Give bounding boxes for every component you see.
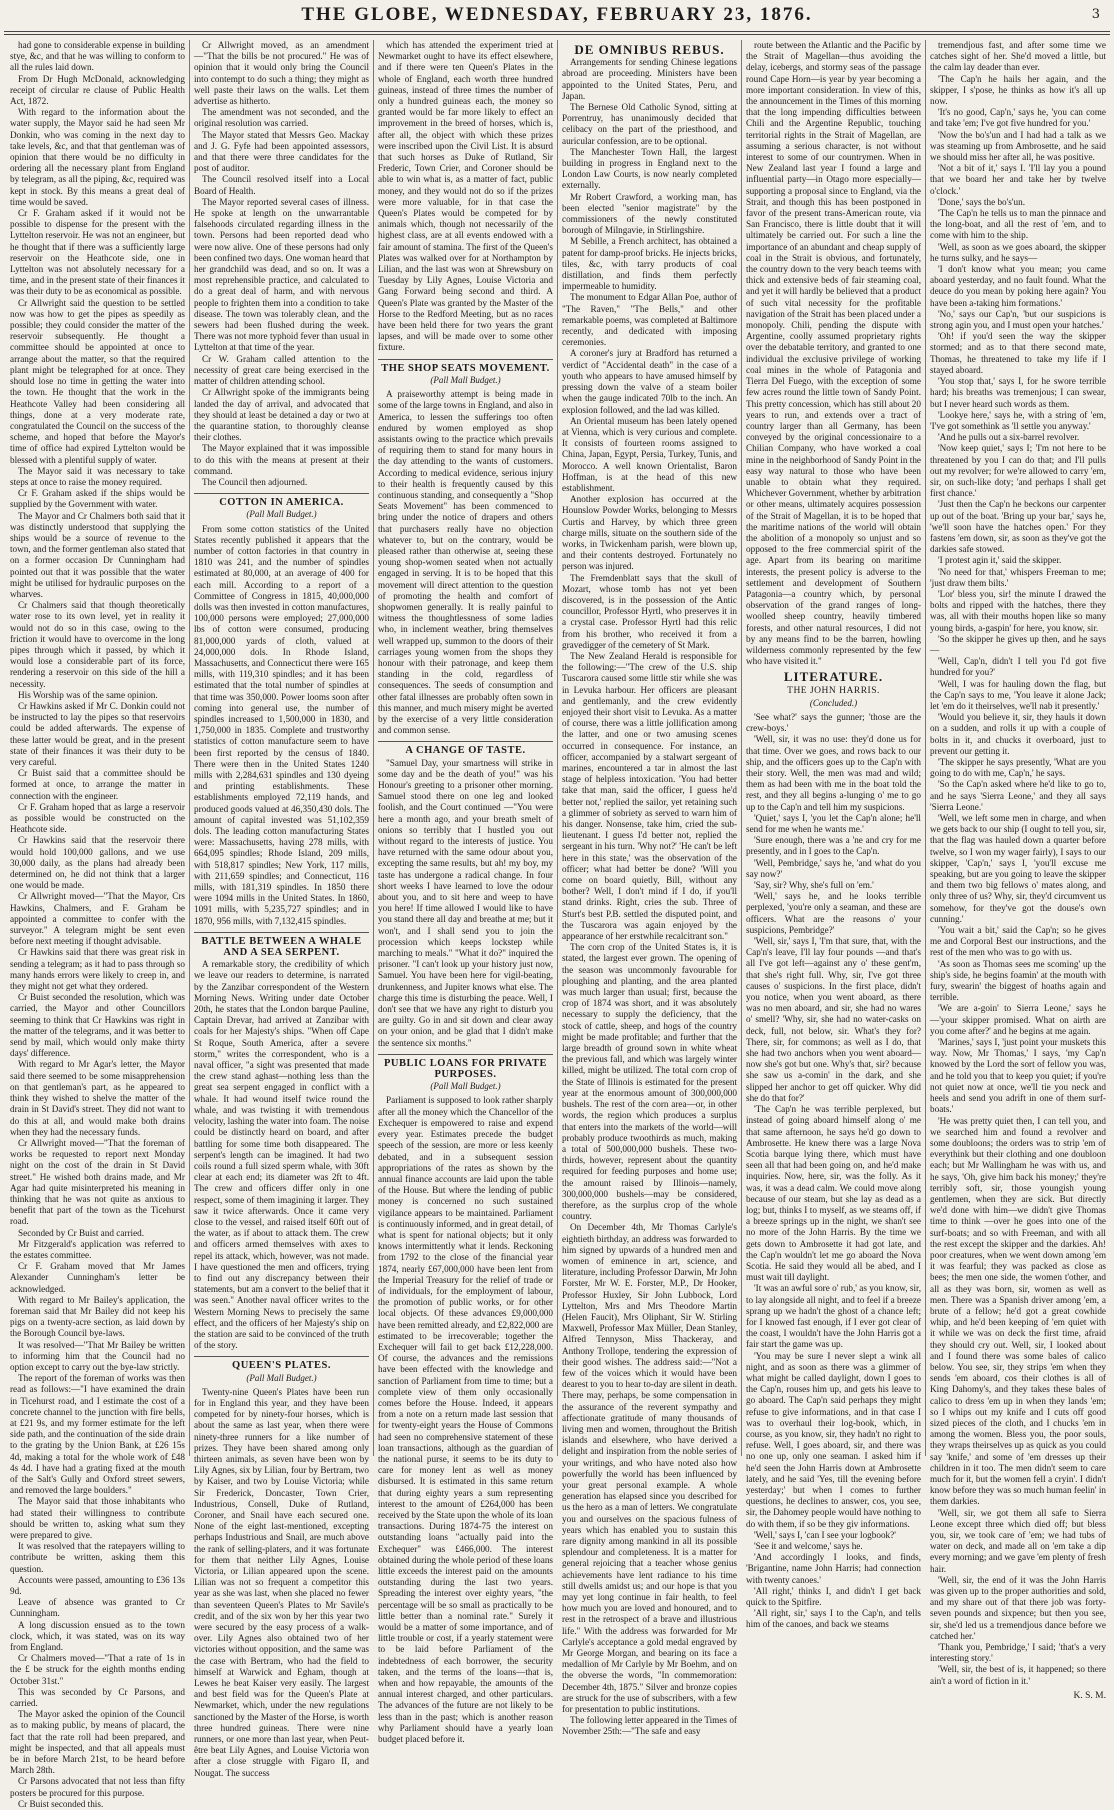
paragraph: The corn crop of the United States is, it is stated, the largest ever grown. The opening of the season was uncommonly favourable for ploughing and planting, and the area planted was much larger than usual; first, because the crop of 1874 was short, and it was absolutely necessary to supply the deficiency, that the stock of cattle, sheep, and hogs of the country might be made profitable; and further that the large breadth of ground sown in white wheat the previous fall, and which was largely winter killed, might be utilized. The total corn crop of the State of Illinois is estimated for the present year at the enormous amount of 300,000,000 bushels. The rest of the corn area—or, in other words, the region which produces a surplus that enters into the markets of the world—will probably produce twoothirds as much, making a total of 500,000,000 bushels. These two-thirds, however, represent about the quantity required for feeding purposes and home use; the amount raised by Illinois—namely, 300,000,000 bushels—may be considered, therefore, as the surplus crop of the whole country.	[562, 942, 737, 1222]
paragraph: Cr Allwright moved, as an amendment—"That the bills be not procured." He was of opinion that it would only bring the Council into contempt to do such a thing; they might as well paste their laws on the walls. Let them advertise as hitherto.	[194, 40, 369, 107]
paragraph: 'It's no good, Cap'n,' says he, 'you can come and take 'em; I've got five hundred for you.'	[930, 107, 1106, 129]
column-1	[6, 40, 190, 1809]
section-heading: LITERATURE.	[783, 669, 884, 685]
paragraph: 'I don't know what you mean; you came aboard yesterday, and no fault found. What the deuce do you mean by poking here again? You have been a-taking him formations.'	[930, 264, 1106, 308]
source-line: (Pall Mall Budget.)	[246, 509, 317, 520]
section-heading: PUBLIC LOANS FOR PRIVATE PURPOSES.	[378, 1054, 553, 1080]
paragraph: The Manchester Town Hall, the largest building in progress in England next to the London Law Courts, is now nearly completed externally.	[562, 146, 737, 191]
paragraph: With regard to the information about the water supply, the Mayor said he had seen Mr Donkin, who was coming in the next day to take levels, &c, and that that gentleman was of opinion that there would be no difficulty in ordering all the necessary plant from England by telegram, as all the piping, &c, required was kept in stock. By this means a great deal of time would be saved.	[10, 107, 185, 207]
column-3	[374, 40, 558, 1745]
paragraph: 'Well, sir, the end of it was the John Harris was given up to the proper authorities and sold, and my share out of that there job was forty-seven pounds and sixpence; but then you see, sir, she'd led us a tremendjous dance before we catched her.'	[930, 1574, 1106, 1641]
paragraph: 'You stop that,' says I, for he swore terrible hard; his breaths was tremenjous; I can swear, but I never heard such words as them.	[930, 376, 1106, 409]
paragraph: route between the Atlantic and the Pacific by the Strait of Magellan—thus avoiding the delay, icebergs, and stormy seas of the passage round Cape Horn—is year by year becoming a more important consideration. In view of this, the announcement in the Times of this morning that the long impending difficulties between Chili and the Argentine Republic, touching territorial rights in the Strait of Magellan, are assuming a serious character, is not without interest to some of our countrymen. When in New Zealand last year I found a large and influential party—in Otago more especially—supporting a proposal since to England, via the Strait, and though this has been postponed in favor of the present trans-American route, via San Francisco, there is little doubt that it will ultimately be carried out. For such a line the importance of an abundant and cheap supply of coal in the Strait is obvious, and fortunately, the country down to the very beach teems with thick and extensive beds of fair steaming coal, and yet it will hardly be believed that a product of such vital necessity for the profitable navigation of the Strait has been placed under a monopoly. Chili, pending the dispute with Argentine, coolly assumed proprietary rights over the debatable territory, and granted to one individual the exclusive privilege of working coal mines in the whole of Patagonia and Tierra Del Fuego, with the exception of some few acres round the little town of Sandy Point. This pretty concession, which has still about 20 years to run, and extends over a tract of country larger than all Germany, has been conveyed by the original concessionaire to a Chilian Company, who have worked a coal mine in the neighborhood of Sandy Point in the easy way natural to those who have been unable to obtain what they required. Whichever Government, whether by arbitration or other means, ultimately acquires possession of the Strait of Magellan, it is to be hoped that the maritime nations of the world will obtain the abolition of a monopoly so unjust and so opposed to the free commercial spirit of the age. Apart from its bearing on maritime interests, the present policy is adverse to the settlement and development of Southern Patagonia—a country which, by personal observation of the grand ranges of long-woolled sheep country, heavily timbered forests, and other natural resources, I did not by any means find to be the barren, howling wilderness commonly represented by the few who have visited it."	[746, 40, 921, 667]
paragraph: 'And accordingly I looks, and finds, 'Brigantine, name John Harris; had connection with twenty canoes.'	[746, 1552, 921, 1585]
paragraph: "Samuel Day, your smartness will strike in some day and be the death of you!" was his Honour's greeting to a prisoner other morning. Samuel stood there on one leg and looked foolish, and the Court continued —"You were here a month ago, and your breath smelt of onions so terribly that I hustled you out without regard to the interests of justice. You have returned with the same odour about you, excepting the same results, but ah! my boy, my taste has undergone a radical change. In four short weeks I have learned to love the odour about you, and to sit here and weep to have you here! If time allowed I would like to have you stand there all day and breathe at me; but it won't, and I shall send you to join the procession which keeps lockstep while marching to meals." "What it do?" inquired the prisoner. "I can't look up your history just now, Samuel. You have been here for vigil-beating, drunkenness, and Jupiter knows what else. The charge this time is disturbing the peace. Well, I don't see that we have any right to disturb you are guilty. Go in and sit down and clear away on your onion, and be glad that I didn't make the sentence six months."	[378, 757, 553, 1048]
paragraph: 'Well, sir, we got them all safe to Sierra Leone except three which died off; but bless you, sir, we took care of 'em; we had tubs of water on deck, and made all on 'em take a dip every morning; and we gave 'em plenty of fresh hair.	[930, 1507, 1106, 1574]
paragraph: 'Lookye here,' says he, with a string of 'em, 'I've got somethink as 'll settle you anyway.'	[930, 409, 1106, 431]
newspaper-columns	[6, 40, 1110, 1809]
section-heading: COTTON IN AMERICA.	[194, 493, 369, 508]
paragraph: The Bernese Old Catholic Synod, sitting at Porrentruy, has unanimously decided that celibacy on the part of the priesthood, and auricular confession, are to be optional.	[562, 102, 737, 146]
paragraph: Cr Allwright moved—"That the foreman of works be requested to report next Monday night on the cost of the drain in St David street." He wished both drains made, and Mr Agar had quite misinterpreted his meaning in thinking that he was not quite as anxious to benefit that part of the town as the Ticehurst road.	[10, 1137, 185, 1227]
paragraph: Cr Buist seconded the resolution, which was carried, the Mayor and other Councillors seeming to think that Cr Hawkins was right in the matter of the telegrams, and it was better to send by mail, which would only make thirty days' difference.	[10, 992, 185, 1059]
paragraph: Cr W. Graham called attention to the necessity of great care being exercised in the matter of children attending school.	[194, 353, 369, 387]
paragraph: The Mayor said it was necessary to take steps at once to raise the money required.	[10, 465, 185, 487]
paragraph: 'He was pretty quiet then, I can tell you, and we searched him and found a revolver and some doubloons; the orders was to strip 'em of everythink but their clothing and one doubloon each; but Mr Wallingham he was with us, and he says, 'Oh, give him back his money;' they're terribly soft, sir, those youngish young gentlemen, when they are sick. But directly we'd done with him—we didn't give Thomas time to think —over he goes into one of the surf-boats; and so with Freeman, and with all the rest except the skipper and the darkies. Ah! poor creatures, when we went down among 'em it was fearful; they was packed as close as bees; the men one side, the women t'other, and all as they was born, sir, women as well as men. There was a Spanish driver among 'em, a brute of a fellow; he'd got a great cowhide whip, and he'd been keeping of 'em quiet with it while we was on deck the first time, afraid they should cry out. Well, sir, I looked about and I found there was some bales of calico below. You see, sir, they strips 'em when they sends 'em aboard, cos their clothes is all of King Dahomy's, and they takes these bales of calico to dress 'em up in when they lands 'em; so I whips out my knife and I cuts off good sized pieces of the cloth, and I chucks 'em in among the women. Bless you, the poor souls, they wraps theirselves up as quick as you could say 'knife,' and some of 'em dresses up their children in it too. The men didn't seem to care much for it, but the women fell a cryin'. I didn't know before they was so much human feelin' in them darkies.	[930, 1115, 1106, 1507]
paragraph: 'The Cap'n he was terrible perplexed, but instead of going aboard himself along o' me that same afternoon, he says he'd go down to Ambrosette. He knew there was a large Nova Scotia barque lying there, which must have seen all that had been going on, and he'd make inquiries. Now, here, sir, was the folly. As it was, it was a dead calm. We could move along because of our steam, but she lay as dead as a log; but, thinks I to myself, as we steams off, if a breeze springs up in the night, we shan't see no more of the John Harris. By the time we gets down to Ambrosette it had got late, and the Cap'n wouldn't let me go aboard the Nova Scotia. He said they would all be abed, and I must wait till daylight.	[746, 1104, 921, 1283]
paragraph: The Mayor asked the opinion of the Council as to making public, by means of placard, the fact that the rate roll had been prepared, and might be inspected, and that all appeals must be in before March 21st, to be heard before March 28th.	[10, 1709, 185, 1776]
paragraph: Cr Parsons advocated that not less than fifty posters be procured for this purpose.	[10, 1776, 185, 1798]
paragraph: 'The skipper he says presently, 'What are you going to do with me, Cap'n,' he says.	[930, 757, 1106, 779]
source-line: (Pall Mall Budget.)	[246, 1372, 317, 1383]
author-signature: K. S. M.	[1073, 1690, 1106, 1701]
paragraph: Cr Buist seconded this.	[18, 1798, 104, 1809]
paragraph: It was resolved—"That Mr Bailey be written to informing him that the Council had no option except to carry out the bye-law strictly.	[10, 1339, 185, 1372]
paragraph: 'Well, I was for hauling down the flag, but the Cap'n says to me, 'You leave it alone Jack; let 'em do it theirselves, we'll nab it presently.'	[930, 678, 1106, 711]
paragraph: A long discussion ensued as to the town clock, which, it was stated, was on its way from England.	[10, 1619, 185, 1653]
source-line: (Pall Mall Budget.)	[430, 1081, 501, 1092]
section-heading: A CHANGE OF TASTE.	[378, 741, 553, 756]
paragraph: 'So the skipper he gives up then, and he says—	[930, 633, 1106, 655]
paragraph: Cr Hawkins asked if Mr C. Donkin could not be instructed to lay the pipes so that reservoirs could be added afterwards. The expense of these latter would be great, and in the present state of their finances it was their duty to be very careful.	[10, 700, 185, 767]
paragraph: A coroner's jury at Bradford has returned a verdict of "Accidental death" in the case of a youth who appears to have amused himself by pressing down the valve of a steam boiler when the gauge indicated 70lb to the inch. An explosion followed, and the lad was killed.	[562, 348, 737, 415]
paragraph: 'The Cap'n he tells us to man the pinnace and the long-boat, and all the rest of 'em, and to come with him to the ship.	[930, 208, 1106, 241]
paragraph: 'Would you believe it, sir, they hauls it down on a sudden, and rolls it up with a couple of bolts in it, and chucks it overboard, just to prevent our getting it.	[930, 712, 1106, 756]
paragraph: The Mayor said that those inhabitants who had stated their willingness to contribute should be written to, asking what sum they were prepared to give.	[10, 1496, 185, 1541]
paragraph: 'No,' says our Cap'n, 'but our suspicions is strong agin you, and I must open your hatches.'	[930, 308, 1106, 331]
paragraph: This was seconded by Cr Parsons, and carried.	[10, 1686, 185, 1709]
paragraph: The Council then adjourned.	[202, 476, 308, 487]
paragraph: From Dr Hugh McDonald, acknowledging receipt of circular re clause of Public Health Act, 1872.	[10, 73, 185, 107]
paragraph: 'You may be sure I never slept a wink all night, and as soon as there was a glimmer of what might be called daylight, down I goes to the Cap'n, rouses him up, and gets his leave to go aboard. The Cap'n said perhaps they might refuse to give informations, and in that case I was to overhaul their log-book, which, in course, as you know, sir, they hadn't no right to refuse. Well, I goes aboard, sir, and there was no one up, only one seaman. I asked him if he'd seen the John Harris down at Ambrosette lately, and he said 'Yes, till the evening before yesterday;' but when I comes to further questions, he declines to answer, cos, you see, sir, the Dahomey people would have nothing to do with them, if so be they giv informations.	[746, 1350, 921, 1529]
paragraph: Cr Allwright said the question to be settled now was how to get the pipes as speedily as possible; they could consider the matter of the reservoir subsequently. He thought a committee should be appointed at once to arrange about the matter, so that the required plant might be telegraphed for at once. They should lose no time in getting the water into the town. He thought that the work in the Heathcote Valley had been considering all things, done at a very moderate rate, congratulated the Council on the success of the scheme, and hoped that before the Mayor's time of office had expired Lyttelton would be blessed with a plentiful supply of water.	[10, 297, 185, 465]
paragraph: 'No need for that,' whispers Freeman to me; 'just draw them bilts.'	[930, 566, 1106, 588]
paragraph: 'Well, Cap'n, didn't I tell you I'd got five hundred for you?'	[930, 656, 1106, 678]
paragraph: Cr Allwright moved—"That the Mayor, Crs Hawkins, Chalmers, and F. Graham be appointed a committee to confer with the surveyor." A telegram might be sent even before next meeting if thought advisable.	[10, 891, 185, 947]
paragraph: The Council resolved itself into a Local Board of Health.	[194, 174, 369, 196]
paragraph: From some cotton statistics of the United States recently published it appears that the number of cotton factories in that country in 1810 was 241, and the number of spindles estimated at 80,000, at an average of 400 for each mill. According to a report of a Committee of Congress in 1815, 40,000,000 dolls was then invested in cotton manufactures, 100,000 persons were employed; 27,000,000 lbs of cotton were consumed, producing 81,000,000 yards of cloth, valued at 24,000,000 dols. In Rhode Island, Massachusetts, and Connecticut there were 165 mills, with 119,310 spindles; and it has been estimated that the total number of spindles at that time was 350,000. Power looms soon after coming into general use, the number of spindles increased to 1,500,000 in 1830, and 1,750,000 in 1835. Complete and trustworthy statistics of cotton manufacture seem to have been first reported by the census of 1840. There were then in the United States 1240 mills with 2,284,631 spindles and 130 dyeing and printing establishments. These establishments employed 72,119 hands, and produced goods valued at 46,350,430 dols. The amount of capital invested was 51,102,359 dols. The leading cotton manufacturing States were: Massachusetts, having 278 mills, with 664,095 spindles; Rhode Island, 209 mills, with 518,817 spindles; New York, 117 mills, with 211,659 spindles; and Connecticut, 116 mills, with 181,319 spindles. In 1850 there were 1094 mills in the United States. In 1860, 1091 mills, with 5,235,727 spindles; and in 1870, 956 mills, with 7,132,415 spindles.	[194, 523, 369, 926]
story-title: THE JOHN HARRIS.	[787, 685, 880, 696]
paragraph: Seconded by Cr Buist and carried.	[18, 1227, 145, 1238]
column-2	[190, 40, 374, 1778]
paragraph: A praiseworthy attempt is being made in some of the large towns in England, and also in America, to lessen the sufferings too often endured by women employed as shop assistants owing to the practice which prevails of requiring them to stand for many hours in the day attending to the wants of customers. According to medical evidence, serious injury to their health is frequently caused by this continuous standing, and consequently a "Shop Seats Movement" has been commenced to bring under the notice of drapers and others that purchasers really have no objection whatever to, but on the contrary, would be pleased rather than otherwise at, seeing these young shop-women seated when not actually engaged in serving. It is to be hoped that this movement will direct attention to the question of promoting the health and comfort of shopwomen generally. It is really painful to witness the thoughtlessness of some ladies who, in inclement weather, bring themselves well wrapped up, summon to the doors of their carriages young women from the shops they honour with their patronage, and keep them standing in the cold, regardless of consequences. The seeds of consumption and other fatal illnesses are probably often sown in this manner, and much misery might be averted by the exercise of a very little consideration and common sense.	[378, 389, 553, 736]
paragraph: The following letter appeared in the Times of November 25th:—"The safe and easy	[562, 1715, 737, 1737]
paragraph: 'Oh! if you'd seen the way the skipper stormed; and as to that there second mate, Thomas, he threatened to take my life if I stayed aboard.	[930, 331, 1106, 375]
paragraph: With regard to Mr Agar's letter, the Mayor said there seemed to be some misapprehension on that gentleman's part, as he appeared to think they wished to shelve the matter of the drain in St David's street. They did not want to do this at all, and would make both drains when they had the necessary funds.	[10, 1059, 185, 1137]
paragraph: 'Lor' bless you, sir! the minute I drawed the bolts and ripped with the hatches, there they was, all with their mouths hopen like so many young birds, a-gaspin' for here, you know, sir.	[930, 588, 1106, 633]
paragraph: 'And he pulls out a six-barrel revolver.	[938, 432, 1080, 443]
paragraph: Cr Buist said that a committee should be formed at once, to arrange the matter in connection with the engineer.	[10, 768, 185, 801]
paragraph: tremendjous fast, and after some time we catches sight of her. She'd moved a little, but the calm lay deader than ever.	[930, 40, 1106, 73]
section-heading: DE OMNIBUS REBUS.	[574, 42, 725, 57]
newspaper-title: THE GLOBE, WEDNESDAY, FEBRUARY 23, 1876.	[301, 4, 813, 25]
paragraph: 'See what?' says the gunner; 'those are the crew-boys.'	[746, 711, 921, 734]
paragraph: It was resolved that the ratepayers willing to contribute be written, asking them this question.	[10, 1541, 185, 1574]
paragraph: 'I protest agin it,' said the skipper.	[938, 555, 1062, 566]
paragraph: Cr F. Graham asked if it would not be possible to dispense for the present with the Lyttelton reservoir. He was not an engineer, but he thought that if there was a sufficiently large reservoir on the Heathcote side, one in Lyttelton was not absolutely necessary for a time, and in the present state of their finances it was their duty to be as economical as possible.	[10, 208, 185, 297]
paragraph: An Oriental museum has been lately opened at Vienna, which is very curious and complete. It consists of fourteen rooms assigned to China, Japan, Egypt, Persia, Turkey, Tunis, and Morocco. A well known Orientalist, Baron Hoffman, is at the head of this new establishment.	[562, 415, 737, 493]
paragraph: The Mayor and Cr Chalmers both said that it was distinctly understood that supplying the ships would be a source of revenue to the town, and the former gentleman also stated that on a former occasion Dr Cunningham had pointed out that it was possible that the water might be utilised for hydraulic purposes on the wharves.	[10, 510, 185, 599]
paragraph: Cr F. Graham hoped that as large a reservoir as possible would be constructed on the Heathcote side.	[10, 801, 185, 835]
paragraph: 'We are a-goin' to Sierra Leone,' says he—'your skipper promised. What on airth are you come after?' and he begins at me again.	[930, 1003, 1106, 1036]
paragraph: Arrangements for sending Chinese legations abroad are proceeding. Ministers have been appointed to the United States, Peru, and Japan.	[562, 57, 737, 101]
masthead-rule-2	[4, 34, 1110, 35]
source-line: (Pall Mall Budget.)	[430, 374, 501, 385]
paragraph: M Sebille, a French architect, has obtained a patent for damp-proof bricks. He injects bricks, tiles, &c, with tarry products of coal distillation, and finds them perfectly impermeable to humidity.	[562, 236, 737, 292]
paragraph: Cr F. Graham asked if the ships would be supplied by the Government with water.	[10, 488, 185, 510]
paragraph: 'Say, sir? Why, she's full on 'em.'	[754, 880, 874, 891]
paragraph: 'Well, sir,' says I, 'I'm that sure, that, with the Cap'n's leave, I'll lay four pounds —and that's all I've got left—against any o' these gent'm, that she's right full. Why, sir, I've got three causes o' suspicions. In the first place, didn't you notice, when you went aboard, as there was no men aboard, and sir, she had no wares o' smell? 'Why, sir, she had no water-casks on deck, full, not below, sir. What's they for? There, sir, for commons; as well as I do, that she had two anchors when you went aboard—now she's got but one. Why's that, sir? because she saw us a-comin' in the dark, and she slipped her anchor to get off quicker. Why did she do that for?'	[746, 936, 921, 1103]
paragraph: The Mayor stated that Messrs Geo. Mackay and J. G. Fyfe had been appointed assessors, and that there were three candidates for the post of auditor.	[194, 129, 369, 174]
paragraph: 'Well,' says I, 'can I see your logbook?'	[754, 1529, 896, 1540]
paragraph: 'You wait a bit,' said the Cap'n; so he gives me and Corporal Best our instructions, and the rest of the men who was to go with us.	[930, 925, 1106, 958]
paragraph: 'Well, we left some men in charge, and when we gets back to our ship (I ought to tell you, sir, that the flag was hauled down a quarter before twelve, so I won my wager fairly), I says to our skipper, 'Cap'n,' says I, 'you'll excuse me speaking, but are you going to leave the skipper and them two big fellows o' mates along, and only three of us? Why, sir, they'd circumvent us somehow, for they've got the douse's own cunning.'	[930, 813, 1106, 924]
section-heading: THE SHOP SEATS MOVEMENT.	[378, 359, 553, 374]
section-heading: QUEEN'S PLATES.	[194, 1356, 369, 1371]
paragraph: The Fremdenblatt says that the skull of Mozart, whose tomb has not yet been discovered, is in the possession of the Antic councillor, Professor Hyrtl, who preserves it in a crystal case. Professor Hyrtl had this relic from his brother, who received it from a gravedigger of the cemetery of St Mark.	[562, 572, 737, 650]
paragraph: Parliament is supposed to look rather sharply after all the money which the Chancellor of the Exchequer is empowered to raise and expend every year. Estimates precede the budget speech of the session, are more or less keenly debated, and in a subsequent session appropriations of the rates as shown by the annual finance accounts are laid upon the table of the House. But where the lending of public money is concerned no such sustained vigilance appears to be maintained. Parliament is continuously informed, and in great detail, of what is spent for national objects; but it only knows intermittently what it lends. Reckoning from 1792 to the close of the financial year 1874, nearly £67,000,000 have been lent from the Imperial Treasury for the relief of trade or of individuals, for the employment of labour, the promotion of public works, or for other local objects. Of these advances £9,000,000 have been remitted already, and £2,822,000 are estimated to be irrecoverable; together the Exchequer will fail to get back £12,228,000. Of course, the advances and the remissions have been effected with the knowledge and sanction of Parliament from time to time; but a complete view of them only occasionally comes before the House. Indeed, it appears from a note on a return made last session that for twenty-eight years the House of Commons had seen no comprehensive statement of these loan transactions, although as the guardian of the national purse, it seems to be its duty to care for money lent as well as money disbursed. It is estimated in this same return that during eighty years a sum representing interest to the amount of £264,000 has been received by the State upon the whole of its loan transactions. During 1874-75 the interest on outstanding loans "actually paid into the Exchequer" was £466,000. The interest obtained during the whole period of these loans little exceeds the interest paid on the amounts outstanding during the last two years. Spreading the interest over eighty years, "the percentage will be so small as practically to be little better than a nominal rate." Surely it would be a matter of some importance, and of little trouble or cost, if a yearly statement were to be laid before Parliament of the indebtedness of each borrower, the security taken, and the terms of the loans—that is, when and how repayable, the amounts of the annual interest charged, and other particulars. The advances of the future are not likely to be less than in the past; which is another reason why Parliament should have a yearly loan budget placed before it.	[378, 1095, 553, 1745]
column-5	[742, 40, 926, 1630]
paragraph: 'Thank you, Pembridge,' I said; 'that's a very interesting story.'	[930, 1642, 1106, 1664]
paragraph: 'The Cap'n he hails her again, and the skipper, I s'pose, he thinks as how it's all up now.	[930, 73, 1106, 107]
paragraph: Cr Chalmers moved—"That a rate of 1s in the £ be struck for the eighth months ending October 31st."	[10, 1653, 185, 1686]
paragraph: 'Well, Pembridge,' says he, 'and what do you say now?'	[746, 857, 921, 879]
paragraph: 'Not a bit of it,' says I. 'I'll lay you a pound that we board her and take her by twelve o'clock.'	[930, 163, 1106, 196]
paragraph: 'It was an awful sore o' rub,' as you know, sir, to lay alongside all night, and to feel if a breeze sprang up we hadn't the ghost of a chance left; for I knowed fast enough, if I ever got clear of the coast, I wouldn't have the John Harris got a fair start the game was up.	[746, 1283, 921, 1350]
column-4	[558, 40, 742, 1737]
paragraph: Mr Fitzgerald's application was referred to the estates committee.	[10, 1238, 185, 1260]
paragraph: The report of the foreman of works was then read as follows:—"I have examined the drain in Ticehurst road, and I estimate the cost of a concrete channel to the junction with fire bells, at £21 9s, and my former estimate for the left side path, and the continuation of the side drain to the grating by the Union Bank, at £26 15s 4d, making a total for the whole work of £48 4s 4d. I have had a grating fixed at the mouth of the Salt's Gully and Oxford street sewers, and removed the large boulders."	[10, 1373, 185, 1496]
paragraph: With regard to Mr Bailey's application, the foreman said that Mr Bailey did not keep his pigs on a twenty-acre section, as laid down by the Borough Council bye-laws.	[10, 1294, 185, 1339]
column-6	[926, 40, 1110, 1701]
paragraph: Mr Robert Crawford, a working man, has been elected "senior magistrate" by the commissioners of the newly constituted borough of Milngavie, in Stirlingshire.	[562, 191, 737, 236]
paragraph: 'Well, sir, the best of is, it happened; so there ain't a word of fiction in it.'	[930, 1664, 1106, 1686]
masthead	[0, 0, 1114, 30]
paragraph: The amendment was not seconded, and the original resolution was carried.	[194, 107, 369, 129]
paragraph: 'So the Cap'n asked where he'd like to go to, and he says 'Sierra Leone,' and they all says 'Sierra Leone.'	[930, 779, 1106, 812]
section-heading: BATTLE BETWEEN A WHALE AND A SEA SERPENT.	[194, 932, 369, 958]
story-subtitle: (Concluded.)	[809, 697, 858, 708]
paragraph: 'Now the bo's'un and I had had a talk as we was steaming up from Ambrosette, and he said we should miss her after all, he was positive.	[930, 129, 1106, 163]
paragraph: 'Now keep quiet,' says I; 'I'm not here to be threatened by you I can do that; and I'll pulls out my revolver; for we're allowed to carry 'em, sir, on such-like doty; 'and perhaps I shall get first chance.'	[930, 443, 1106, 499]
paragraph: A remarkable story, the credibility of which we leave our readers to determine, is narrated by the Zanzibar correspondent of the Western Morning News. Writing under date October 20th, he states that the London barque Pauline, Captain Drevar, had arrived at Zanzibar with coals for her Majesty's ships. "When off Cape St Roque, South America, after a severe storm," writes the correspondent, who is a naval officer, "a sight was presented that made the crew stand aghast—nothing less than the great sea serpent engaged in conflict with a whale. It had wound itself twice round the whale, and was twisting it with tremendous velocity, lashing the water into foam. The noise could be distinctly heard on board, and after battling for some time both disappeared. The serpent's length can be imagined. It had two coils round a full sized sperm whale, with 30ft clear at each end; its diameter was 2ft to 4ft. The crew and officers differ only in one respect, some of them imagining it larger. They saw it twice afterwards. Once it came very close to the vessel, and raised itself 60ft out of the water, as if about to attack them. The crew and officers armed themselves with axes to repel its attack, which, however, was not made. I have questioned the men and officers, trying to find out any discrepancy between their statements, but am a convert to the belief that it was seen." Another naval officer writes to the Western Morning News to precisely the same effect, and the officers of her Majesty's ship on the station are said to be convinced of the truth of the story.	[194, 959, 369, 1351]
paragraph: 'Sure enough, there was a 'ne and cry for me presently, and in I goes to the Cap'n.	[746, 835, 921, 857]
paragraph: 'Marines,' says I, 'just point your muskets this way. Now, Mr Thomas,' I says, 'my Cap'n knowed by the Lord the sort of fellow you was, and he told you that to keep you quiet; if you're not quiet now at once, we'll tie you neck and heels and send you adrift in one of them surf-boats.'	[930, 1037, 1106, 1115]
paragraph: 'All right, sir,' says I to the Cap'n, and tells him of the canoes, and back we steams	[746, 1608, 921, 1630]
page-number: 3	[1091, 7, 1100, 22]
paragraph: Leave of absence was granted to Cr Cunningham.	[10, 1597, 185, 1619]
paragraph: On December 4th, Mr Thomas Carlyle's eightieth birthday, an address was forwarded to him signed by upwards of a hundred men and women of eminence in art, science, and literature, including Professor Darwin, Mr John Forster, Mr W. E. Forster, M.P., Dr Hooker, Professor Huxley, Sir John Lubbock, Lord Lyttelton, Mrs and Mrs Theodore Martin (Helen Faucit), Mrs Oliphant, Sir W. Stirling Maxwell, Professor Max Müller, Dean Stanley, Alfred Tennyson, Miss Thackeray, and Anthony Trollope, tendering the expression of their good wishes. The address said:—"Not a few of the voices which it would have been dearest to you to hear to-day are silent in death. There may, perhaps, be some compensation in the assurance of the reverent sympathy and affectionate gratitude of many thousands of living men and women, throughout the British islands and elsewhere, who have derived a delight and inspiration from the noble series of your writings, and who have noted also how powerfully the world has been influenced by your great personal example. A whole generation has elapsed since you described for us the hero as a man of letters. We congratulate you and ourselves on the spacious fulness of years which has enabled you to sustain this rare dignity among mankind in all its possible splendour and completeness. It is a matter for general rejoicing that a teacher whose genius achievements have lent radiance to his time still dwells amidst us; and our hope is that you may yet long continue in fair health, to feel how much you are loved and honoured, and to rest in the retrospect of a brave and illustrious life." With the address was forwarded for Mr Carlyle's acceptance a gold medal engraved by Mr George Morgan, and bearing on its face a medallion of Mr Carlyle by Mr Boehm, and on the obverse the words, "In commemoration: December 4th, 1875." Silver and bronze copies are struck for the use of subscribers, with a few for presentation to public institutions.	[562, 1222, 737, 1715]
paragraph: 'All right,' thinks I, and didn't I get back quick to the Spitfire.	[746, 1585, 921, 1608]
paragraph: 'Well,' says he, and he looks terrible perplexed, 'you're only a seaman, and these are officers. What are the reasons o' your suspicions, Pembridge?'	[746, 891, 921, 935]
paragraph: Cr Hawkins said that the reservoir there would hold 100,000 gallons, and we use 30,000 daily, as the plans had already been determined on, he did not think that a larger one would be made.	[10, 835, 185, 891]
paragraph: The Mayor explained that it was impossible to do this with the means at present at their command.	[194, 443, 369, 476]
paragraph: Cr Hawkins said that there was great risk in sending a telegram; as it had to pass through so many hands errors were likely to creep in, and they might not get what they ordered.	[10, 947, 185, 992]
paragraph: Cr Allwright spoke of the immigrants being landed the day of arrival, and advocated that they should at least be detained a day or two at the quarantine station, to thoroughly cleanse their clothes.	[194, 387, 369, 443]
paragraph: 'Done,' says the bo's'un.	[938, 196, 1026, 207]
paragraph: The Mayor reported several cases of illness. He spoke at length on the unwarrantable falsehoods circulated regarding illness in the town. Persons had been reported dead who were now alive. One of these persons had only been confined two days. One woman heard that her grandchild was dead, and so on. It was a most reprehensible practice, and calculated to do a great deal of harm, and with nervous people to frighten them into a condition to take disease. The town was tolerably clean, and the sewers had been flushed during the week. There was not more typhoid fever than usual in Lyttelton at that time of the year.	[194, 196, 370, 353]
paragraph: 'Just then the Cap'n he beckons our carpenter up out of the boat. 'Bring up your bar,' says he, 'we'll soon have the hatches open.' For they fastens 'em down, sir, as soon as they've got the darkies safe stowed.	[930, 499, 1106, 555]
paragraph: had gone to considerable expense in building stye, &c, and that he was willing to conform to all the rules laid down.	[10, 40, 185, 73]
paragraph: Cr Chalmers said that though theoretically water rose to its own level, yet in reality it would not do so in this case, owing to the friction it would have to overcome in the long pipes through which it passed, by which it would lose a considerable part of its force, rendering a reservoir on this side of the hill a necessity.	[10, 600, 185, 689]
paragraph: 'As soon as Thomas sees me scoming' up the ship's side, he begins foamin' at the mouth with fury, swearin' the biggest of hoaths again and terrible.	[930, 958, 1106, 1003]
paragraph: 'Well, as soon as we goes aboard, the skipper he turns sulky, and he says—	[930, 241, 1106, 263]
paragraph: Accounts were passed, amounting to £36 13s 9d.	[10, 1574, 185, 1597]
paragraph: which has attended the experiment tried at Newmarket ought to have its effect elsewhere, and if there were ten Queen's Plates in the whole of England, each worth three hundred guineas, instead of three times the number of only a hundred guineas each, the money so granted would be far more likely to effect an improvement in the breed of horses, which is, after all, the object with which these prizes were inscribed upon the Civil List. It is absurd that such horses as Duke of Rutland, Sir Frederic, Town Crier, and Coroner should be able to win what is, as a matter of fact, public money, and they would not do so if the prizes were more valuable, for in that case the Queen's Plates would be competed for by animals which, though not necessarily of the highest class, are at all events endowed with a fair amount of stamina. The first of the Queen's Plates was walked over for at Northampton by Lilian, and the last was won at Shrewsbury on Tuesday by Lily Agnes, Louise Victoria and Gang Forward being second and third. A Queen's Plate was granted by the Master of the Horse to the Redford Meeting, but as no races have been held there for two years the grant lapses, and will be made over to some other fixture.	[378, 40, 553, 353]
paragraph: Twenty-nine Queen's Plates have been run for in England this year, and they have been competed for by ninety-four horses, which is about the same as last year, when there were ninety-three runners for a like number of prizes. They have been shared among only thirteen animals, as seven have been won by Lily Agnes, six by Lilian, four by Bertram, two by Kaiser, and two by Louise Victoria; while Sir Frederick, Doncaster, Town Crier, Industrious, Consell, Duke of Rutland, Coroner, and Snail have each secured one. None of the eight last-mentioned, excepting perhaps Industrious and Snail, are much above the rank of selling-platers, and it was fortunate for them that neither Lily Agnes, Louise Victoria, or Lilian appeared upon the scene. Lilian was not so frequent a competitor this year as she was last, when she placed no fewer than seventeen Queen's Plates to Mr Savile's credit, and of the six won by her this year two were secured by the easy process of a walk-over. Lily Agnes also obtained two of her victories without opposition, and the same was the case with Bertram, who had the field to himself at Warwick and Egham, though at Lewes he beat Kaiser very easily. The largest and best field was for the Queen's Plate at Newmarket, which, under the new regulations sanctioned by the Master of the Horse, is worth three hundred guineas. There were nine runners, or one more than last year, when Peut-être beat Lily Agnes, and Louise Victoria won after a close struggle with Figaro II, and Nougat. The success	[194, 1386, 369, 1778]
paragraph: The monument to Edgar Allan Poe, author of "The Raven," "The Bells," and other remarkable poems, was completed at Baltimore recently, and dedicated with imposing ceremonies.	[562, 292, 738, 348]
paragraph: The New Zealand Herald is responsible for the following:—"The crew of the U.S. ship Tuscarora caused some little stir while she was in Levuka harbour. Her officers are pleasant and gentlemanly, and the crew evidently enjoyed their short visit to Levuka. As a matter of course, there was a little jollification among the latter, and one or two amusing scenes occurred in consequence. For instance, an officer, accompanied by a stalwart sergeant of marines, encountered a tar in almost the last stage of helpless intoxication. 'You had better take that man, said the officer, I guess he'd better not,' replied the sailor, yet retaining such a glimmer of sobriety as served to warn him of his danger. Nonsense, take him, cried the sub-lieutenant. I guess I'd better not, replied the sergeant in his turn. 'Why not?' 'He can't be left here in this state,' was the observation of the officer; what had better be done? 'Will you come on board quietly, Bill, without any bother? Well, I don't mind if I do, if you'll stand drinks. Right, cries the sub. Three of Sturt's best P.B. settled the disputed point, and the Tuscarora was again enjoyed by the appearance of her erstwhile recalcitrant son."	[562, 650, 737, 942]
paragraph: 'See it and welcome,' says he.	[754, 1541, 863, 1552]
paragraph: Cr F. Graham moved that Mr James Alexander Cunningham's letter be acknowledged.	[10, 1261, 185, 1294]
paragraph: 'Well, sir, it was no use: they'd done us for that time. Over we goes, and rows back to our ship, and the officers goes up to the Cap'n with their story. Well, the men was mad and wild; them as had been with me in the boat told the rest, and they all begins a-lunging o' me to go up to the Cap'n and tell him my suspicions.	[746, 734, 921, 812]
paragraph: Another explosion has occurred at the Hounslow Powder Works, belonging to Messrs Curtis and Harvey, by which three green charge mills, situate on the southern side of the works, in Twickenham parish, were blown up, and their contents destroyed. Fortunately no person was injured.	[562, 494, 737, 572]
paragraph: His Worship was of the same opinion.	[18, 689, 158, 700]
paragraph: 'Quiet,' says I, 'you let the Cap'n alone; he'll send for me when he wants me.'	[746, 812, 921, 835]
masthead-rule	[4, 31, 1110, 32]
